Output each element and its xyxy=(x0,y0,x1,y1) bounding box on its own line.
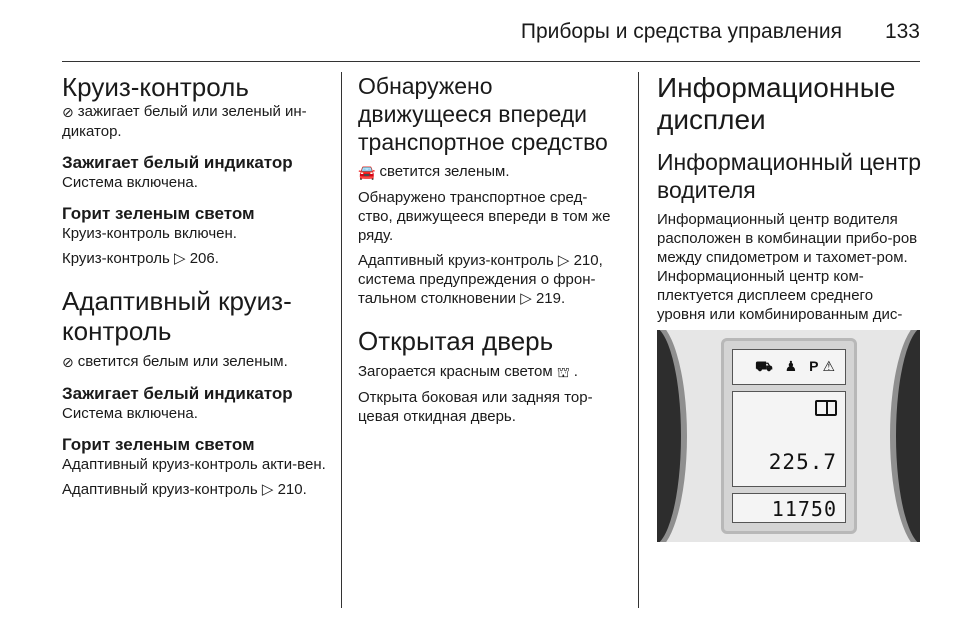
vehicle-detected-text: Обнаружено транспортное сред-ство, движущееся впереди в том же ряду. xyxy=(358,189,611,244)
column-cruise-control xyxy=(62,72,330,499)
cross-reference: Адаптивный круиз-контроль ▷ 210, система предупреждения о фрон-тальном столкновении ▷ 219. xyxy=(358,252,603,307)
white-indicator-text: Система включена. xyxy=(62,174,198,191)
header-rule xyxy=(62,61,920,62)
adaptive-desc: ⊘ светится белым или зеленым. xyxy=(62,353,288,370)
heading-driver-info-center: Информационный центр водителя xyxy=(657,149,922,203)
cross-reference: Адаптивный круиз-контроль ▷ 210. xyxy=(62,481,307,498)
green-light-text: Адаптивный круиз-контроль акти-вен. xyxy=(62,456,326,473)
display-main-area xyxy=(732,391,846,487)
heading-white-indicator: Зажигает белый индикатор xyxy=(62,153,293,172)
page-header xyxy=(62,18,920,48)
heading-white-indicator: Зажигает белый индикатор xyxy=(62,384,293,403)
heading-cruise-control: Круиз-контроль xyxy=(62,72,249,102)
vehicle-detected-desc: 🚘 светится зеленым. xyxy=(358,163,510,180)
heading-adaptive-cruise: Адаптивный круиз-контроль xyxy=(62,286,292,346)
door-open-desc: Загорается красным светом ⛫ . xyxy=(358,363,578,380)
odometer-area xyxy=(732,493,846,523)
odometer-readout: 11750 xyxy=(771,497,837,521)
cruise-control-icon: ⊘ xyxy=(62,354,74,370)
column-vehicle-detected xyxy=(358,72,618,426)
column-info-displays xyxy=(657,72,923,343)
heading-green-light: Горит зеленым светом xyxy=(62,204,255,223)
heading-green-light: Горит зеленым светом xyxy=(62,435,255,454)
speedometer-edge xyxy=(657,330,687,542)
column-divider xyxy=(341,72,342,608)
info-display-frame xyxy=(721,338,857,534)
tachometer-edge xyxy=(890,330,920,542)
instrument-cluster-figure xyxy=(657,330,920,542)
vehicle-ahead-icon: 🚘 xyxy=(358,164,376,180)
green-light-text: Круиз-контроль включен. xyxy=(62,225,237,242)
heading-door-open: Открытая дверь xyxy=(358,326,554,356)
warning-icons: ⛟ ♟ P⚠ xyxy=(755,358,839,374)
display-warning-strip xyxy=(732,349,846,385)
reference-arrow-icon: ▷ xyxy=(557,252,570,269)
reference-arrow-icon: ▷ xyxy=(173,250,186,267)
driver-info-center-text: Информационный центр водителя расположен в комбинации прибо-ров между спидометром и тахомет-ром. Информационный центр ком-плектуется дисплеем среднего уровня или комбинированным дис- xyxy=(657,211,918,323)
header-title: Приборы и средства управления xyxy=(520,20,842,43)
cruise-control-icon: ⊘ xyxy=(62,104,74,120)
white-indicator-text: Система включена. xyxy=(62,405,198,422)
trip-readout: 225.7 xyxy=(768,450,837,474)
reference-arrow-icon: ▷ xyxy=(261,481,274,498)
heading-info-displays: Информационные дисплеи xyxy=(657,72,896,135)
cruise-desc: ⊘ зажигает белый или зеленый ин-дикатор. xyxy=(62,103,307,140)
door-open-text: Открыта боковая или задняя тор-цевая откидная дверь. xyxy=(358,389,593,425)
heading-vehicle-detected: Обнаружено движущееся впереди транспортное средство xyxy=(358,73,608,155)
column-divider xyxy=(638,72,639,608)
door-open-icon: ⛫ xyxy=(556,364,570,380)
book-icon xyxy=(815,400,837,416)
reference-arrow-icon: ▷ xyxy=(520,290,532,307)
page-number: 133 xyxy=(884,20,920,43)
cross-reference: Круиз-контроль ▷ 206. xyxy=(62,250,219,267)
